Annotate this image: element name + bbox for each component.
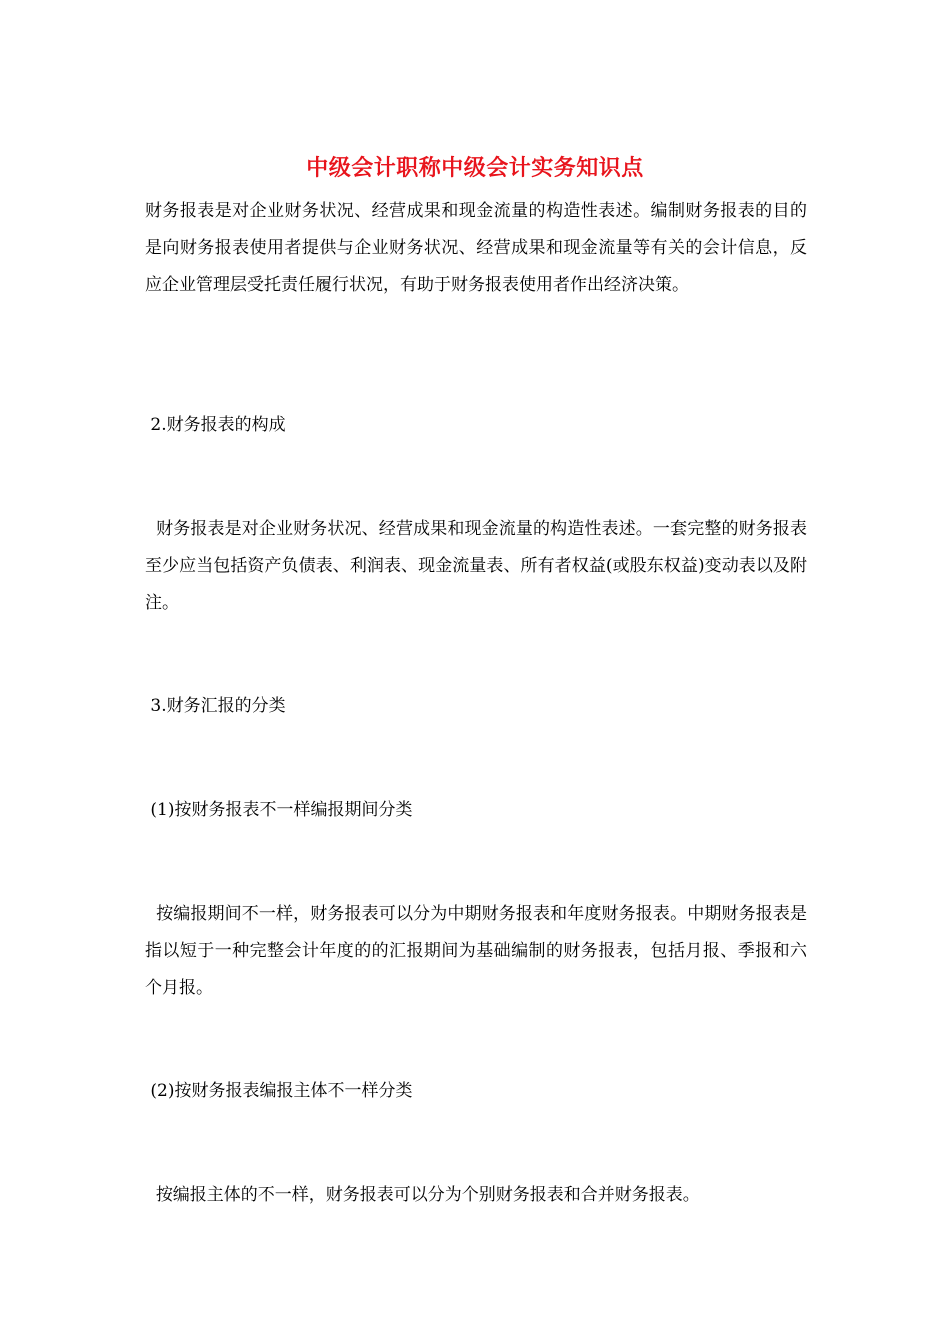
paragraph-period: 按编报期间不一样，财务报表可以分为中期财务报表和年度财务报表。中期财务报表是指以短于一种完整会计年度的的汇报期间为基础编制的财务报表，包括月报、季报和六个月报。 bbox=[145, 904, 807, 998]
subsection-heading-period: (1)按财务报表不一样编报期间分类 bbox=[145, 800, 413, 820]
section-heading-composition: 2.财务报表的构成 bbox=[145, 415, 286, 435]
subsection-heading-entity: (2)按财务报表编报主体不一样分类 bbox=[145, 1081, 413, 1101]
paragraph-intro: 财务报表是对企业财务状况、经营成果和现金流量的构造性表述。编制财务报表的目的是向财务报表使用者提供与企业财务状况、经营成果和现金流量等有关的会计信息，反应企业管理层受托责任履行状况，有助于财务报表使用者作出经济决策。 bbox=[145, 201, 807, 295]
section-heading-classification: 3.财务汇报的分类 bbox=[145, 696, 286, 716]
paragraph-composition: 财务报表是对企业财务状况、经营成果和现金流量的构造性表述。一套完整的财务报表至少应当包括资产负债表、利润表、现金流量表、所有者权益(或股东权益)变动表以及附注。 bbox=[145, 519, 807, 613]
document-title: 中级会计职称中级会计实务知识点 bbox=[306, 155, 644, 181]
paragraph-entity: 按编报主体的不一样，财务报表可以分为个别财务报表和合并财务报表。 bbox=[145, 1185, 700, 1205]
